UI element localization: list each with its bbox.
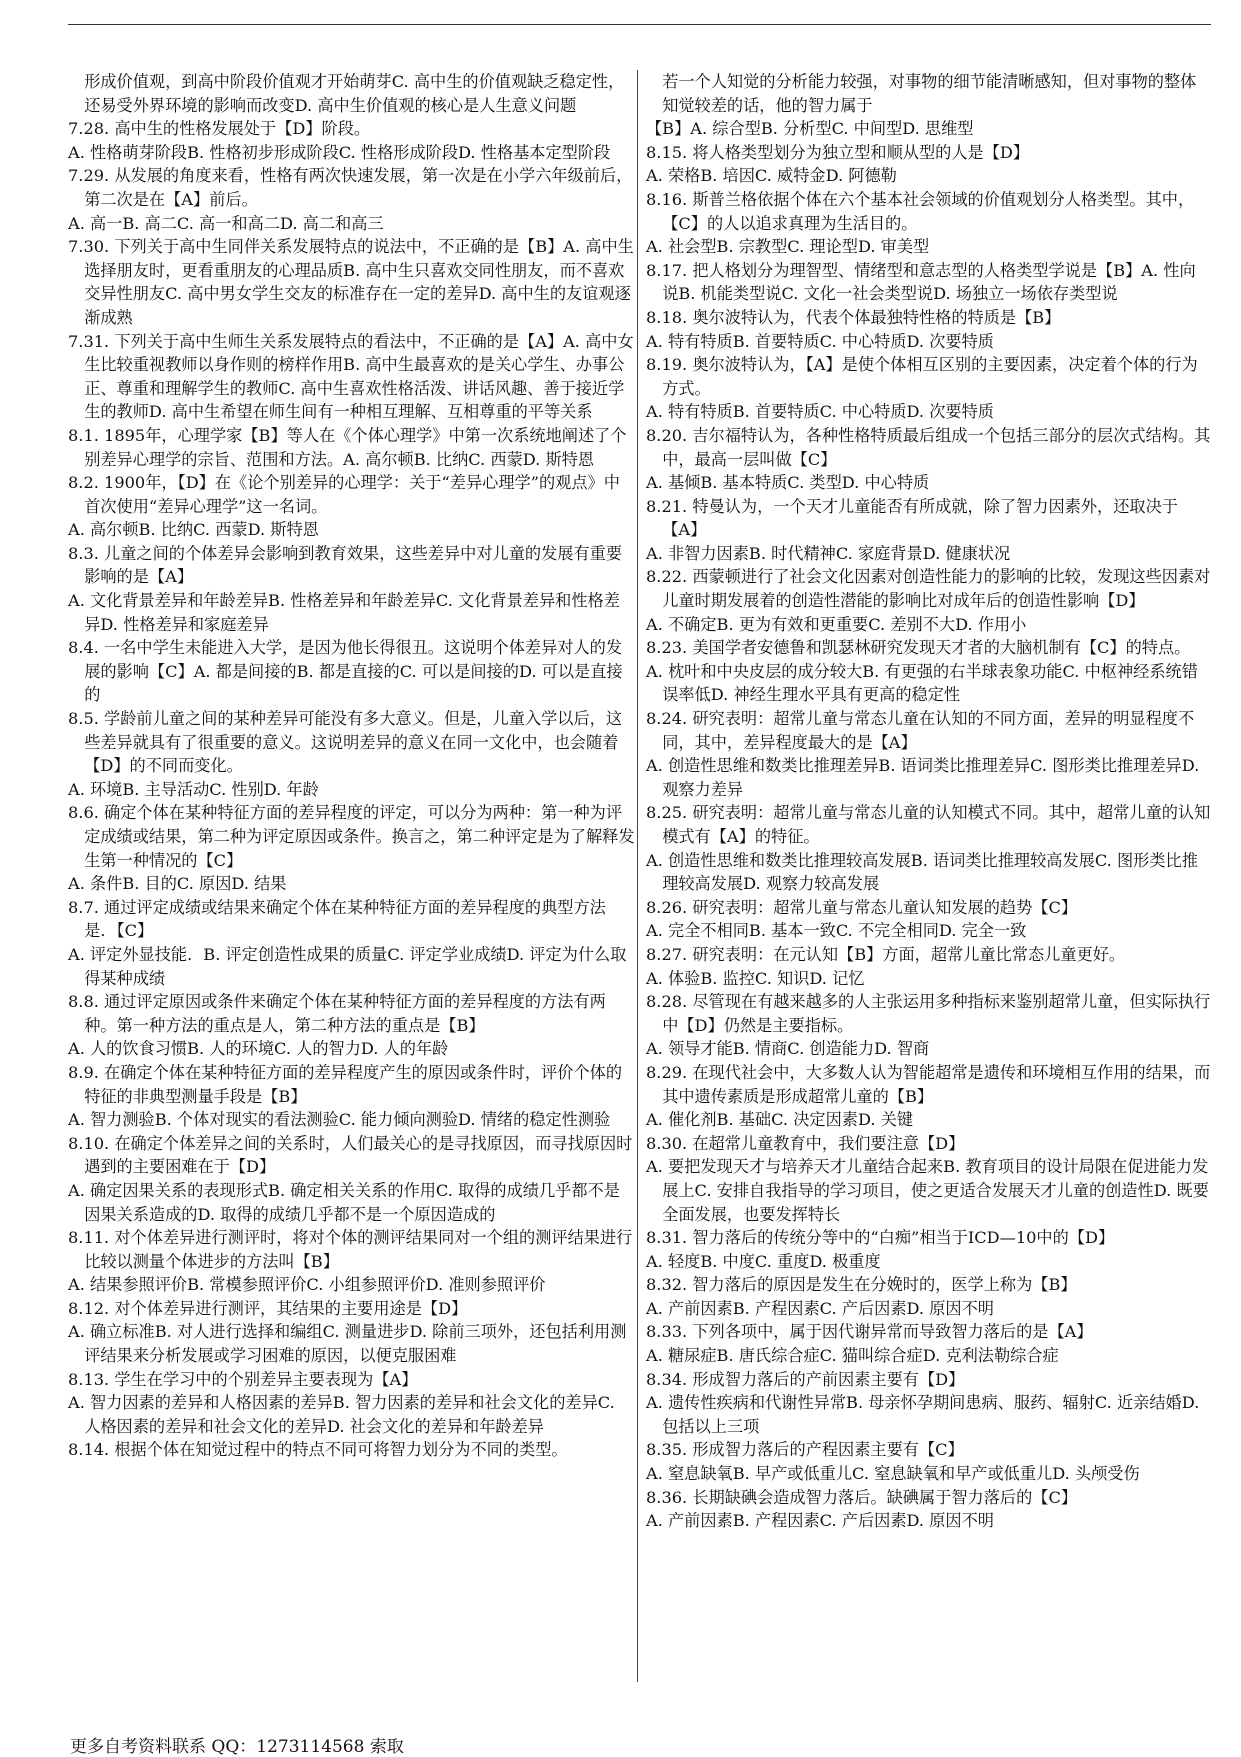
question-paragraph: 8.14. 根据个体在知觉过程中的特点不同可将智力划分为不同的类型。 <box>68 1440 568 1460</box>
question-paragraph: A. 糖尿症B. 唐氏综合症C. 猫叫综合症D. 克利法勒综合症 <box>646 1346 1059 1366</box>
question-paragraph: A. 基倾B. 基本特质C. 类型D. 中心特质 <box>646 473 930 493</box>
question-paragraph: 8.12. 对个体差异进行测评，其结果的主要用途是【D】 <box>68 1298 468 1318</box>
question-paragraph: 8.13. 学生在学习中的个别差异主要表现为【A】 <box>68 1369 418 1389</box>
question-paragraph: A. 性格萌芽阶段B. 性格初步形成阶段C. 性格形成阶段D. 性格基本定型阶段 <box>68 142 611 162</box>
question-paragraph: 8.2. 1900年，【D】在《论个别差异的心理学：关于“差异心理学”的观点》中首次使用“差异心理学”这一名词。 <box>68 473 620 516</box>
left-column <box>68 70 636 1462</box>
question-paragraph: A. 产前因素B. 产程因素C. 产后因素D. 原因不明 <box>646 1511 994 1531</box>
question-paragraph: 8.21. 特曼认为，一个天才儿童能否有所成就，除了智力因素外，还取决于【A】 <box>646 496 1178 540</box>
question-paragraph: A. 文化背景差异和年龄差异B. 性格差异和年龄差异C. 文化背景差异和性格差异D. 性格差异和家庭差异 <box>68 591 620 634</box>
question-paragraph: 若一个人知觉的分析能力较强，对事物的细节能清晰感知，但对事物的整体知觉较差的话，他的智力属于 <box>662 72 1197 115</box>
question-paragraph: 8.33. 下列各项中，属于因代谢异常而导致智力落后的是【A】 <box>646 1322 1093 1342</box>
question-paragraph: A. 智力测验B. 个体对现实的看法测验C. 能力倾向测验D. 情绪的稳定性测验 <box>68 1110 611 1130</box>
footer-contact: 更多自考资料联系 QQ：1273114568 索取 <box>70 1737 404 1757</box>
question-paragraph: A. 要把发现天才与培养天才儿童结合起来B. 教育项目的设计局限在促进能力发展上C. 安排自我指导的学习项目，使之更适合发展天才儿童的创造性D. 既要全面发展，也要发挥特长 <box>646 1157 1209 1224</box>
question-paragraph: A. 智力因素的差异和人格因素的差异B. 智力因素的差异和社会文化的差异C. 人格因素的差异和社会文化的差异D. 社会文化的差异和年龄差异 <box>68 1393 615 1436</box>
question-paragraph: 8.11. 对个体差异进行测评时，将对个体的测评结果同对一个组的测评结果进行比较以测量个体进步的方法叫【B】 <box>68 1228 633 1271</box>
question-paragraph: A. 特有特质B. 首要特质C. 中心特质D. 次要特质 <box>646 331 994 351</box>
question-paragraph: 8.31. 智力落后的传统分等中的“白痴”相当于ICD—10中的【D】 <box>646 1228 1115 1248</box>
question-paragraph: A. 领导才能B. 情商C. 创造能力D. 智商 <box>646 1039 930 1059</box>
question-paragraph: A. 创造性思维和数类比推理差异B. 语词类比推理差异C. 图形类比推理差异D. 观察力差异 <box>646 756 1200 799</box>
question-paragraph: 8.24. 研究表明：超常儿童与常态儿童在认知的不同方面，差异的明显程度不同，其中，差异程度最大的是【A】 <box>646 709 1195 752</box>
question-paragraph: 8.32. 智力落后的原因是发生在分娩时的，医学上称为【B】 <box>646 1275 1077 1295</box>
question-paragraph: 形成价值观，到高中阶段价值观才开始萌芽C. 高中生的价值观缺乏稳定性，还易受外界环境的影响而改变D. 高中生价值观的核心是人生意义问题 <box>84 72 625 115</box>
header-rule <box>68 24 1211 25</box>
question-paragraph: A. 枕叶和中央皮层的成分较大B. 有更强的右半球表象功能C. 中枢神经系统错误率低D. 神经生理水平具有更高的稳定性 <box>646 661 1198 705</box>
question-paragraph: 8.19. 奥尔波特认为，【A】是使个体相互区别的主要因素，决定着个体的行为方式。 <box>646 355 1198 398</box>
question-paragraph: A. 结果参照评价B. 常模参照评价C. 小组参照评价D. 准则参照评价 <box>68 1275 546 1295</box>
question-paragraph: A. 催化剂B. 基础C. 决定因素D. 关键 <box>646 1110 914 1130</box>
question-paragraph: A. 荣格B. 培因C. 威特金D. 阿德勒 <box>646 166 897 186</box>
question-paragraph: A. 高尔顿B. 比纳C. 西蒙D. 斯特恩 <box>68 520 319 540</box>
question-paragraph: A. 轻度B. 中度C. 重度D. 极重度 <box>646 1251 881 1271</box>
question-paragraph: 8.26. 研究表明：超常儿童与常态儿童认知发展的趋势【C】 <box>646 897 1078 917</box>
question-paragraph: 8.29. 在现代社会中，大多数人认为智能超常是遗传和环境相互作用的结果，而其中遗传素质是形成超常儿童的【B】 <box>646 1062 1211 1106</box>
question-paragraph: A. 环境B. 主导活动C. 性别D. 年龄 <box>68 779 319 799</box>
question-paragraph: A. 评定外显技能．B. 评定创造性成果的质量C. 评定学业成绩D. 评定为什么取得某种成绩 <box>68 944 627 988</box>
question-paragraph: 8.3. 儿童之间的个体差异会影响到教育效果，这些差异中对儿童的发展有重要影响的是【A】 <box>68 543 623 587</box>
question-paragraph: 8.35. 形成智力落后的产程因素主要有【C】 <box>646 1440 964 1460</box>
question-paragraph: A. 社会型B. 宗教型C. 理论型D. 审美型 <box>646 237 930 257</box>
question-paragraph: 8.9. 在确定个体在某种特征方面的差异程度产生的原因或条件时，评价个体的特征的非典型测量手段是【B】 <box>68 1062 623 1106</box>
question-paragraph: A. 非智力因素B. 时代精神C. 家庭背景D. 健康状况 <box>646 543 1011 563</box>
question-paragraph: 8.27. 研究表明：在元认知【B】方面，超常儿童比常态儿童更好。 <box>646 944 1126 964</box>
question-paragraph: 8.4. 一名中学生未能进入大学，是因为他长得很丑。这说明个体差异对人的发展的影响【C】A. 都是间接的B. 都是直接的C. 可以是间接的D. 可以是直接的 <box>68 638 623 705</box>
question-paragraph: A. 窒息缺氧B. 早产或低重儿C. 窒息缺氧和早产或低重儿D. 头颅受伤 <box>646 1464 1140 1484</box>
question-paragraph: 8.16. 斯普兰格依据个体在六个基本社会领域的价值观划分人格类型。其中，【C】的人以追求真理为生活目的。 <box>646 189 1195 233</box>
question-paragraph: A. 确定因果关系的表现形式B. 确定相关关系的作用C. 取得的成绩几乎都不是因果关系造成的D. 取得的成绩几乎都不是一个原因造成的 <box>68 1180 620 1224</box>
question-paragraph: A. 人的饮食习惯B. 人的环境C. 人的智力D. 人的年龄 <box>68 1039 449 1059</box>
question-paragraph: 8.23. 美国学者安德鲁和凯瑟林研究发现天才者的大脑机制有【C】的特点。 <box>646 638 1191 658</box>
question-paragraph: 8.22. 西蒙顿进行了社会文化因素对创造性能力的影响的比较，发现这些因素对儿童时期发展着的创造性潜能的影响比对成年后的创造性影响【D】 <box>646 567 1211 611</box>
question-paragraph: A. 确立标准B. 对人进行选择和编组C. 测量进步D. 除前三项外，还包括利用测评结果来分析发展或学习困难的原因，以便克服困难 <box>68 1322 627 1366</box>
question-paragraph: 8.6. 确定个体在某种特征方面的差异程度的评定，可以分为两种：第一种为评定成绩或结果，第二种为评定原因或条件。换言之，第二种评定是为了解释发生第一种情况的【C】 <box>68 803 635 870</box>
right-column <box>646 70 1211 1533</box>
question-paragraph: 8.25. 研究表明：超常儿童与常态儿童的认知模式不同。其中，超常儿童的认知模式有【A】的特征。 <box>646 803 1211 846</box>
question-paragraph: A. 高一B. 高二C. 高一和高二D. 高二和高三 <box>68 213 384 233</box>
question-paragraph: A. 不确定B. 更为有效和更重要C. 差别不大D. 作用小 <box>646 614 1027 634</box>
question-paragraph: 7.31. 下列关于高中生师生关系发展特点的看法中，不正确的是【A】A. 高中女生比较重视教师以身作则的榜样作用B. 高中生最喜欢的是关心学生、办事公正、尊重和理解学生的教师C. 高中生喜欢性格活泼、讲话风趣、善于接近学生的教师D. 高中生希望在师生间有一种相互理解、互相尊重的平等关系 <box>68 331 634 422</box>
question-paragraph: A. 产前因素B. 产程因素C. 产后因素D. 原因不明 <box>646 1298 994 1318</box>
question-paragraph: 8.17. 把人格划分为理智型、情绪型和意志型的人格类型学说是【B】A. 性向说B. 机能类型说C. 文化一社会类型说D. 场独立一场依存类型说 <box>646 260 1196 304</box>
question-paragraph: A. 条件B. 目的C. 原因D. 结果 <box>68 874 287 894</box>
question-paragraph: 8.18. 奥尔波特认为，代表个体最独特性格的特质是【B】 <box>646 307 1061 327</box>
question-paragraph: A. 遗传性疾病和代谢性异常B. 母亲怀孕期间患病、服药、辐射C. 近亲结婚D. 包括以上三项 <box>646 1393 1200 1436</box>
question-paragraph: 8.7. 通过评定成绩或结果来确定个体在某种特征方面的差异程度的典型方法是．【C】 <box>68 897 606 941</box>
question-paragraph: 8.5. 学龄前儿童之间的某种差异可能没有多大意义。但是，儿童入学以后，这些差异就具有了很重要的意义。这说明差异的意义在同一文化中，也会随着【D】的不同而变化。 <box>68 709 623 776</box>
question-paragraph: 8.1. 1895年，心理学家【B】等人在《个体心理学》中第一次系统地阐述了个别差异心理学的宗旨、范围和方法。A. 高尔顿B. 比纳C. 西蒙D. 斯特恩 <box>68 425 627 469</box>
question-paragraph: 8.28. 尽管现在有越来越多的人主张运用多种指标来鉴别超常儿童，但实际执行中【D】仍然是主要指标。 <box>646 992 1211 1035</box>
question-paragraph: 8.15. 将人格类型划分为独立型和顺从型的人是【D】 <box>646 142 1030 162</box>
question-paragraph: 8.36. 长期缺碘会造成智力落后。缺碘属于智力落后的【C】 <box>646 1487 1078 1507</box>
question-paragraph: 8.8. 通过评定原因或条件来确定个体在某种特征方面的差异程度的方法有两种。第一种方法的重点是人，第二种方法的重点是【B】 <box>68 992 606 1035</box>
question-paragraph: 8.20. 吉尔福特认为，各种性格特质最后组成一个包括三部分的层次式结构。其中，最高一层叫做【C】 <box>646 425 1211 469</box>
column-divider <box>637 70 638 1682</box>
question-paragraph: 7.30. 下列关于高中生同伴关系发展特点的说法中，不正确的是【B】A. 高中生选择朋友时，更看重朋友的心理品质B. 高中生只喜欢交同性朋友，而不喜欢交异性朋友C. 高中男女学生交友的标准存在一定的差异D. 高中生的友谊观逐渐成熟 <box>68 237 634 327</box>
question-paragraph: A. 创造性思维和数类比推理较高发展B. 语词类比推理较高发展C. 图形类比推理较高发展D. 观察力较高发展 <box>646 850 1198 894</box>
question-paragraph: 7.28. 高中生的性格发展处于【D】阶段。 <box>68 119 371 139</box>
question-paragraph: 7.29. 从发展的角度来看，性格有两次快速发展，第一次是在小学六年级前后，第二次是在【A】前后。 <box>68 166 633 209</box>
question-paragraph: 8.10. 在确定个体差异之间的关系时，人们最关心的是寻找原因，而寻找原因时遇到的主要困难在于【D】 <box>68 1133 633 1177</box>
question-paragraph: 8.34. 形成智力落后的产前因素主要有【D】 <box>646 1369 965 1389</box>
question-paragraph: 8.30. 在超常儿童教育中，我们要注意【D】 <box>646 1133 965 1153</box>
question-paragraph: 【B】A. 综合型B. 分析型C. 中间型D. 思维型 <box>646 119 974 139</box>
question-paragraph: A. 体验B. 监控C. 知识D. 记忆 <box>646 968 865 988</box>
question-paragraph: A. 完全不相同B. 基本一致C. 不完全相同D. 完全一致 <box>646 921 1027 941</box>
question-paragraph: A. 特有特质B. 首要特质C. 中心特质D. 次要特质 <box>646 402 994 422</box>
